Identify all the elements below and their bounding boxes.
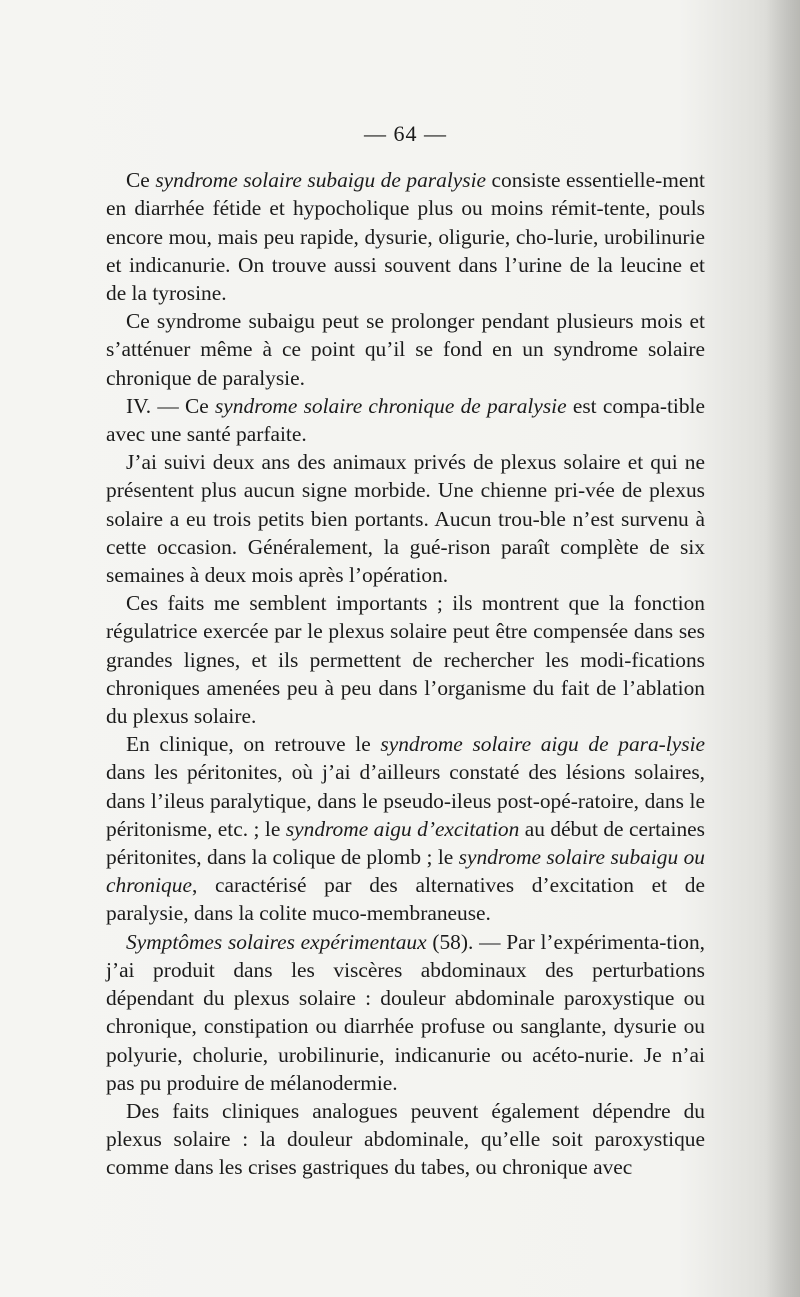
text-segment: consiste essentielle-ment en diarrhée fétide et hypocholique plus ou moins rémit-tente, pouls encore mou, mais peu rapide, dysurie, oligurie, cho-lurie, urobilinurie et indicanurie. On trouve aussi souvent dans l’urine de la leucine et de la tyrosine.	[106, 168, 705, 306]
text-segment: En clinique, on retrouve le	[126, 732, 381, 757]
italic-term: syndrome solaire subaigu ou chronique	[106, 845, 705, 898]
text-segment: est compa-tible avec une santé parfaite.	[106, 393, 705, 447]
italic-term: syndrome solaire subaigu de paralysie	[155, 168, 487, 193]
text-segment: IV. — Ce	[126, 393, 215, 418]
paragraph-clinical-analogues	[106, 1097, 705, 1182]
text-segment: Ce	[126, 168, 156, 193]
italic-term: Symptômes solaires expérimentaux	[126, 929, 427, 954]
paragraph-subaigu-prolongation	[106, 307, 705, 392]
paragraph-section-iv	[106, 392, 705, 448]
paragraph-subaigu-definition	[106, 166, 705, 307]
page-edge-shadow	[766, 0, 800, 1297]
text-segment: Des faits cliniques analogues peuvent également dépendre du plexus solaire : la douleur abdominale, qu’elle soit paroxystique comme dans les crises gastriques du tabes, ou chronique avec	[106, 1098, 705, 1180]
text-segment: au début de certaines péritonites, dans la colique de plomb ; le	[106, 816, 705, 870]
page-number: — 64 —	[364, 121, 447, 146]
italic-term: syndrome aigu d’excitation	[285, 816, 520, 841]
paragraph-experimental-symptoms	[106, 928, 705, 1097]
text-segment: (58). — Par l’expérimenta-tion, j’ai produit dans les viscères abdominaux des perturbations dépendant du plexus solaire : douleur abdominale paroxystique ou chronique, constipation ou diarrhée profuse ou sanglante, dysurie ou polyurie, cholurie, urobilinurie, indicanurie ou acéto-nurie. Je n’ai pas pu produire de mélanodermie.	[106, 929, 705, 1095]
text-segment: dans les péritonites, où j’ai d’ailleurs constaté des lésions solaires, dans l’ileus paralytique, dans le pseudo-ileus post-opé-ratoire, dans le péritonisme, etc. ; le	[106, 760, 705, 841]
text-segment: , caractérisé par des alternatives d’excitation et de paralysie, dans la colite muco-membraneuse.	[106, 873, 705, 926]
paragraph-animal-observation	[106, 448, 705, 589]
paragraph-compensation	[106, 589, 705, 730]
italic-term: syndrome solaire aigu de para-lysie	[380, 732, 705, 757]
italic-term: syndrome solaire chronique de paralysie	[214, 393, 567, 418]
paragraph-clinical	[106, 730, 705, 927]
text-segment: Ces faits me semblent importants ; ils montrent que la fonction régulatrice exercée par le plexus solaire peut être compensée dans ses grandes lignes, et ils permettent de rechercher les modi-fications chroniques amenées peu à peu dans l’organisme du fait de l’ablation du plexus solaire.	[106, 591, 705, 729]
text-segment: Ce syndrome subaigu peut se prolonger pendant plusieurs mois et s’atténuer même à ce point qu’il se fond en un syndrome solaire chronique de paralysie.	[106, 309, 705, 390]
text-segment: J’ai suivi deux ans des animaux privés de plexus solaire et qui ne présentent plus aucun signe morbide. Une chienne pri-vée de plexus solaire a eu trois petits bien portants. Aucun trou-ble n’est survenu à cette occasion. Généralement, la gué-rison paraît complète de six semaines à deux mois après l’opération.	[106, 450, 705, 588]
page-text	[106, 120, 705, 1182]
